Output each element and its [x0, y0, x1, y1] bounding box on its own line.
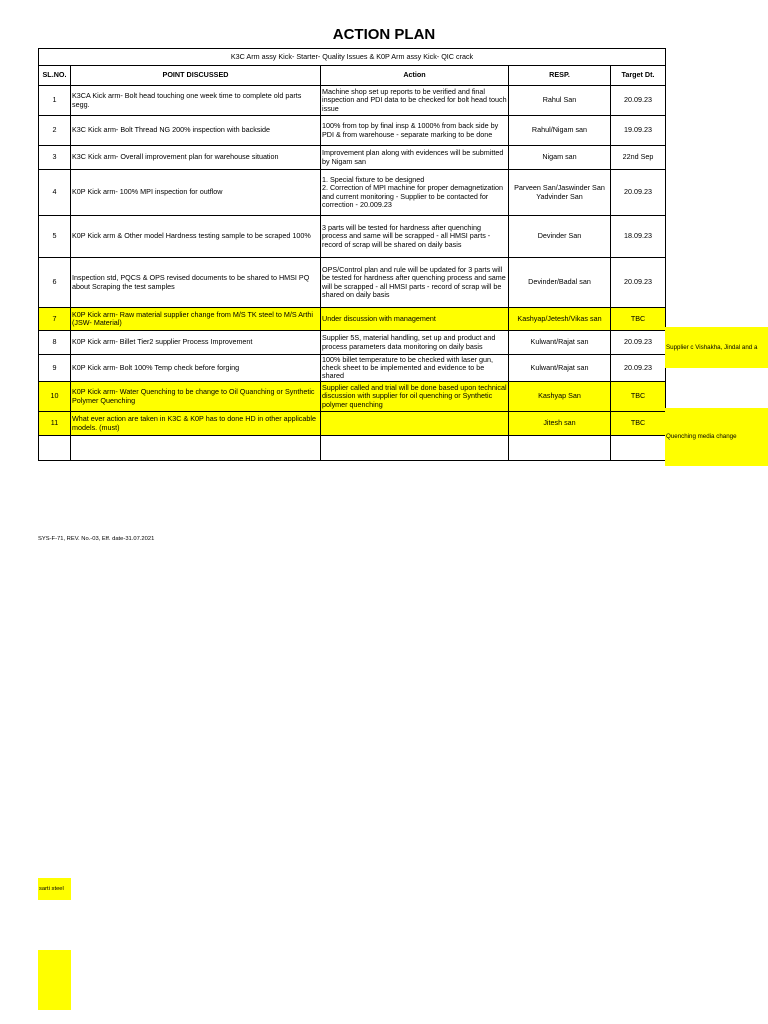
- cell-resp: Jitesh san: [509, 412, 611, 436]
- cell-target: TBC: [611, 308, 666, 331]
- action-plan-table: [38, 48, 666, 461]
- cell-action: 100% from top by final insp & 1000% from back side by PDI & from warehouse - separate marking to be done: [321, 116, 509, 146]
- table-row: [39, 308, 666, 331]
- cell-point: K0P Kick arm- Water Quenching to be change to Oil Quanching or Synthetic Polymer Quenching: [71, 382, 321, 412]
- col-header-resp: RESP.: [509, 66, 611, 86]
- cell-action: 3 parts will be tested for hardness after quenching process and same will be scrapped - all HMSI parts - record of scrap will be shared on daily basis: [321, 216, 509, 258]
- cell-resp: Parveen San/Jaswinder San Yadvinder San: [509, 170, 611, 216]
- cell-sl: 11: [39, 412, 71, 436]
- cell-point: K3C Kick arm- Overall improvement plan for warehouse situation: [71, 146, 321, 170]
- cell-resp: Devinder/Badal san: [509, 258, 611, 308]
- table-row: [39, 412, 666, 436]
- table-subheading: K3C Arm assy Kick- Starter- Quality Issues & K0P Arm assy Kick- QIC crack: [39, 49, 666, 66]
- cell-target: 19.09.23: [611, 116, 666, 146]
- cell-target: 18.09.23: [611, 216, 666, 258]
- table-row: [39, 170, 666, 216]
- cell-target: 20.09.23: [611, 355, 666, 382]
- cell-point: What ever action are taken in K3C & K0P has to done HD in other applicable models. (must): [71, 412, 321, 436]
- cell-action: Supplier called and trial will be done based upon technical discussion with supplier for oil quenching or Synthetic polymer quenching: [321, 382, 509, 412]
- empty-row: [39, 436, 666, 461]
- cell-resp: Rahul San: [509, 86, 611, 116]
- cell-point: K0P Kick arm- Billet Tier2 supplier Process Improvement: [71, 331, 321, 355]
- table-row: [39, 86, 666, 116]
- header-row: [39, 66, 666, 86]
- highlight-block: [38, 950, 71, 1010]
- cell-point: K0P Kick arm & Other model Hardness testing sample to be scraped 100%: [71, 216, 321, 258]
- cell-resp: Kashyap/Jetesh/Vikas san: [509, 308, 611, 331]
- cell-sl: 5: [39, 216, 71, 258]
- cell-sl: 2: [39, 116, 71, 146]
- cell-action: OPS/Control plan and rule will be updated for 3 parts will be tested for hardness after quenching process and same will be scrapped - all HMSI parts - record of scrap will be shared on daily basis: [321, 258, 509, 308]
- table-row: [39, 116, 666, 146]
- table-row: [39, 216, 666, 258]
- cell-target: 20.09.23: [611, 331, 666, 355]
- col-header-point: POINT DISCUSSED: [71, 66, 321, 86]
- cell-action: Machine shop set up reports to be verified and final inspection and PDI data to be checked for bolt head touch issue: [321, 86, 509, 116]
- table-row: [39, 382, 666, 412]
- cell-resp: Devinder San: [509, 216, 611, 258]
- cell-point: K0P Kick arm- Bolt 100% Temp check before forging: [71, 355, 321, 382]
- table-row: [39, 146, 666, 170]
- cell-resp: Kulwant/Rajat san: [509, 331, 611, 355]
- cell-resp: Kulwant/Rajat san: [509, 355, 611, 382]
- side-note-left: sarti steel: [38, 878, 71, 900]
- cell-point: K3CA Kick arm- Bolt head touching one week time to complete old parts segg.: [71, 86, 321, 116]
- cell-target: TBC: [611, 382, 666, 412]
- cell-action: Supplier 5S, material handling, set up and product and process parameters data monitoring on daily basis: [321, 331, 509, 355]
- table-row: [39, 355, 666, 382]
- cell-target: 22nd Sep: [611, 146, 666, 170]
- side-note-row10: Quenching media change: [665, 408, 768, 466]
- cell-point: K3C Kick arm- Bolt Thread NG 200% inspection with backside: [71, 116, 321, 146]
- col-header-action: Action: [321, 66, 509, 86]
- cell-sl: 3: [39, 146, 71, 170]
- cell-sl: 8: [39, 331, 71, 355]
- cell-point: Inspection std, PQCS & OPS revised documents to be shared to HMSI PQ about Scraping the test samples: [71, 258, 321, 308]
- cell-target: 20.09.23: [611, 170, 666, 216]
- cell-point: K0P Kick arm- 100% MPI inspection for outflow: [71, 170, 321, 216]
- cell-sl: 6: [39, 258, 71, 308]
- cell-action: 1. Special fixture to be designed 2. Correction of MPI machine for proper demagnetization and current monitoring - Supplier to be contacted for correction - 20.009.23: [321, 170, 509, 216]
- cell-sl: 1: [39, 86, 71, 116]
- cell-action: Improvement plan along with evidences will be submitted by Nigam san: [321, 146, 509, 170]
- cell-target: 20.09.23: [611, 258, 666, 308]
- cell-resp: Rahul/Nigam san: [509, 116, 611, 146]
- table-row: [39, 258, 666, 308]
- cell-sl: 10: [39, 382, 71, 412]
- cell-action: Under discussion with management: [321, 308, 509, 331]
- cell-sl: 4: [39, 170, 71, 216]
- side-note-row7: Supplier c Vishakha, Jindal and a: [665, 327, 768, 368]
- form-footer: SYS-F-71, REV. No.-03, Eff. date-31.07.2021: [38, 536, 155, 542]
- cell-point: K0P Kick arm- Raw material supplier change from M/S TK steel to M/S Arthi (JSW- Material): [71, 308, 321, 331]
- subheading-row: [39, 49, 666, 66]
- cell-sl: 9: [39, 355, 71, 382]
- cell-action: [321, 412, 509, 436]
- cell-target: 20.09.23: [611, 86, 666, 116]
- col-header-sl: SL.NO.: [39, 66, 71, 86]
- table-row: [39, 331, 666, 355]
- cell-target: TBC: [611, 412, 666, 436]
- cell-action: 100% billet temperature to be checked with laser gun, check sheet to be implemented and evidence to be shared: [321, 355, 509, 382]
- cell-sl: 7: [39, 308, 71, 331]
- col-header-target: Target Dt.: [611, 66, 666, 86]
- cell-resp: Nigam san: [509, 146, 611, 170]
- page-title: ACTION PLAN: [332, 26, 436, 43]
- cell-resp: Kashyap San: [509, 382, 611, 412]
